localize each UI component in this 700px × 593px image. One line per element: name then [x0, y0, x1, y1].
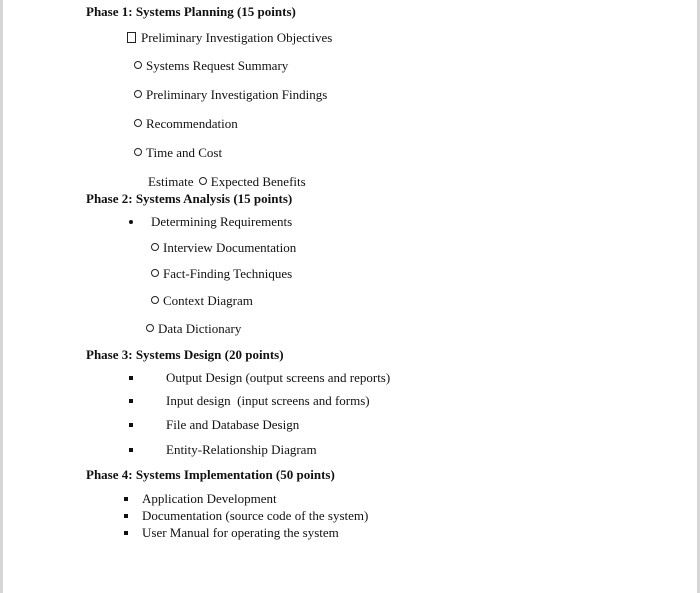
circle-bullet-icon: [151, 296, 159, 304]
circle-bullet-icon: [134, 61, 142, 69]
phase2-sub-item: [146, 321, 241, 337]
circle-bullet-icon: [134, 119, 142, 127]
circle-bullet-icon: [199, 177, 207, 185]
circle-bullet-icon: [146, 324, 154, 332]
phase3-item: Entity-Relationship Diagram: [166, 442, 317, 457]
circle-bullet-icon: [134, 148, 142, 156]
phase3-item: File and Database Design: [166, 417, 300, 432]
dot-bullet-icon: [129, 220, 133, 224]
square-bullet-icon: [129, 399, 133, 403]
phase1-sub-item-label: Preliminary Investigation Findings: [146, 87, 328, 102]
phase2-heading: Phase 2: Systems Analysis (15 points): [86, 191, 293, 206]
phase2-sub-item: [151, 266, 292, 282]
square-bullet-icon: [124, 531, 128, 535]
circle-bullet-icon: [151, 269, 159, 277]
phase1-tail-line: [148, 174, 306, 190]
phase1-tail-right: Expected Benefits: [210, 174, 306, 189]
phase2-sub-item-label: Context Diagram: [163, 293, 253, 308]
phase2-top-item: Determining Requirements: [151, 214, 293, 229]
phase1-heading: Phase 1: Systems Planning (15 points): [86, 4, 296, 19]
square-bullet-icon: [124, 514, 128, 518]
phase1-sub-item: [134, 116, 238, 132]
phase3-item: Input design (input screens and forms): [166, 393, 370, 408]
phase2-sub-item-label: Data Dictionary: [158, 321, 242, 336]
circle-bullet-icon: [151, 243, 159, 251]
phase4-item: Application Development: [142, 491, 277, 506]
checkbox-bullet-icon: [127, 32, 136, 43]
phase4-item: Documentation (source code of the system): [142, 508, 369, 523]
square-bullet-icon: [124, 497, 128, 501]
phase2-sub-item: [151, 240, 296, 256]
phase2-sub-item: [151, 293, 253, 309]
circle-bullet-icon: [134, 90, 142, 98]
square-bullet-icon: [129, 376, 133, 380]
phase4-item: User Manual for operating the system: [142, 525, 339, 540]
square-bullet-icon: [129, 448, 133, 452]
phase1-sub-item-label: Recommendation: [146, 116, 238, 131]
phase1-sub-item-label: Systems Request Summary: [146, 58, 289, 73]
phase1-top-item: [127, 30, 332, 46]
phase1-sub-item: [134, 145, 222, 161]
phase1-sub-item: [134, 87, 327, 103]
phase1-tail-left: Estimate: [148, 174, 194, 189]
square-bullet-icon: [129, 423, 133, 427]
phase3-item: Output Design (output screens and reports): [166, 370, 391, 385]
phase4-heading: Phase 4: Systems Implementation (50 points): [86, 467, 335, 482]
phase1-top-item-label: Preliminary Investigation Objectives: [141, 30, 333, 45]
phase2-sub-item-label: Interview Documentation: [163, 240, 297, 255]
phase1-sub-item: [134, 58, 288, 74]
phase3-heading: Phase 3: Systems Design (20 points): [86, 347, 284, 362]
phase2-sub-item-label: Fact-Finding Techniques: [163, 266, 293, 281]
phase1-sub-item-label: Time and Cost: [146, 145, 223, 160]
